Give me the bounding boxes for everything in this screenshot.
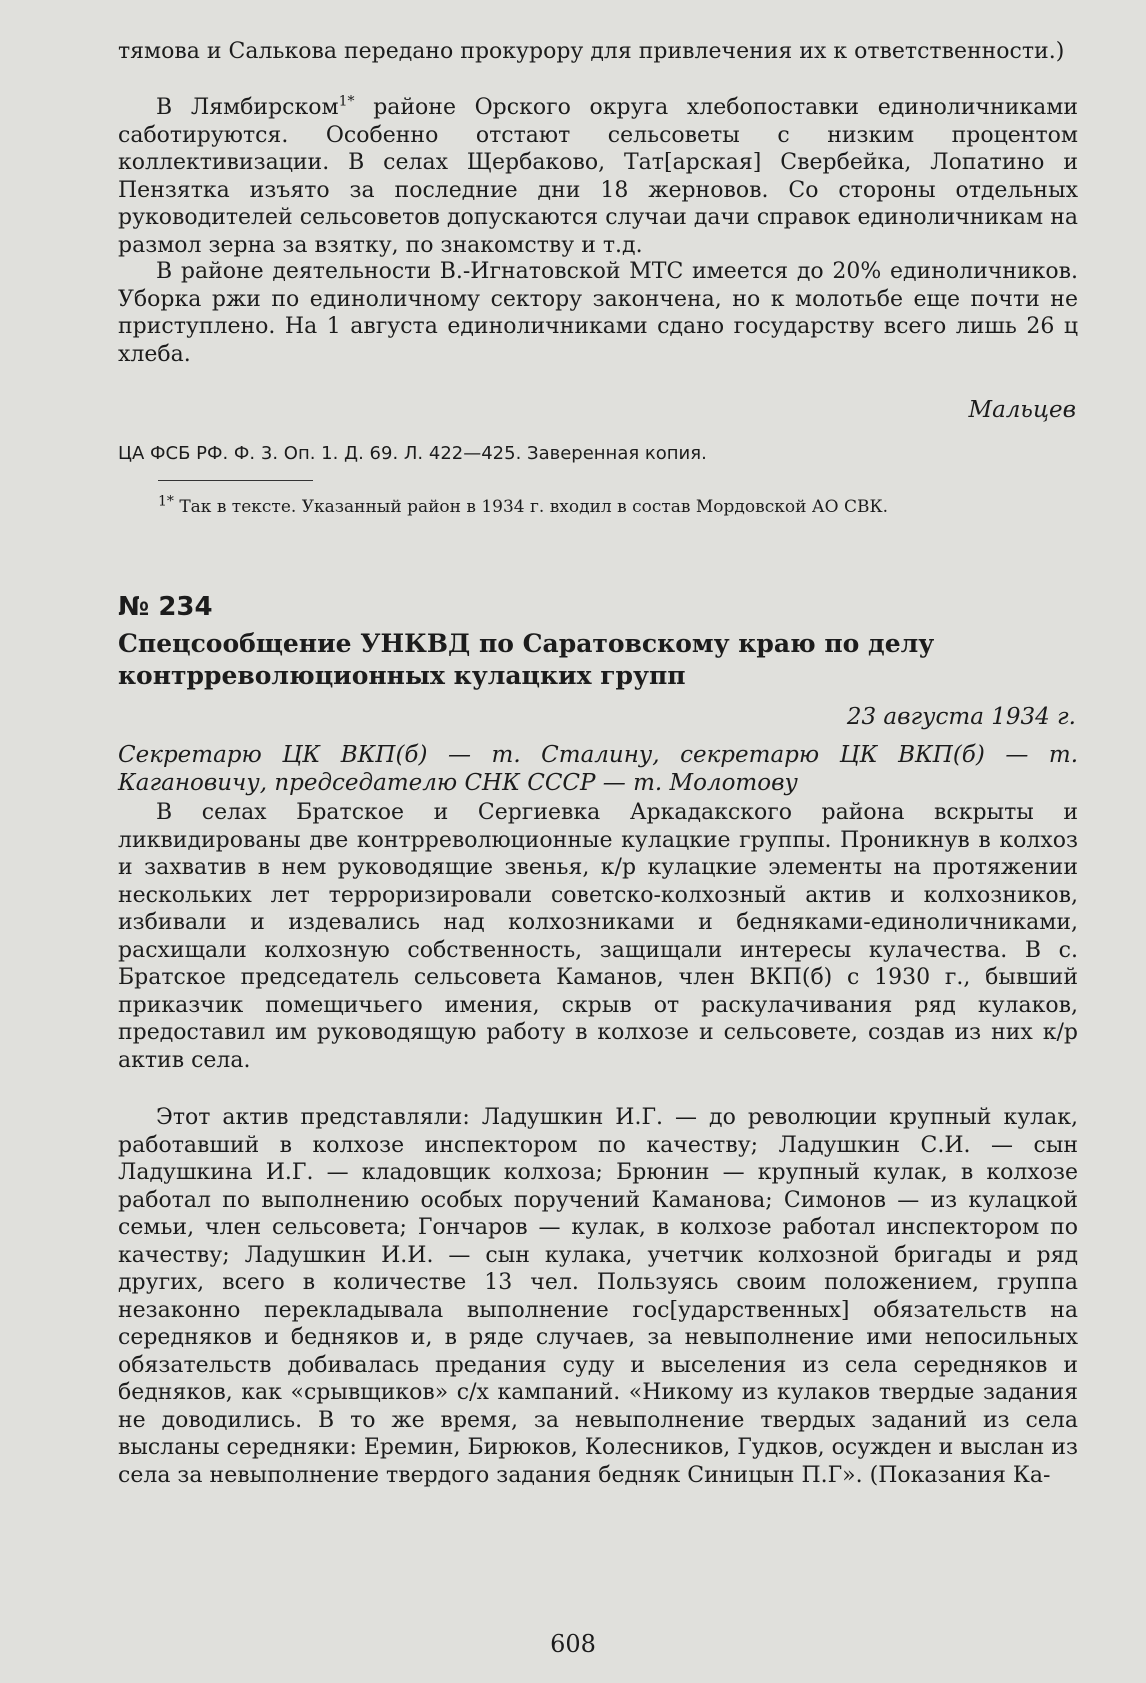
signature: Мальцев xyxy=(968,397,1076,423)
paragraph-text: В Лямбирском xyxy=(156,95,339,120)
document-title: Спецсообщение УНКВД по Саратовскому краю по делу контрреволюционных кулацких групп xyxy=(118,629,935,690)
footnote xyxy=(158,495,1078,520)
footnote-mark: 1* xyxy=(158,493,174,510)
page-number: 608 xyxy=(550,1630,596,1658)
paragraph-lyambirsky xyxy=(118,94,1078,259)
document-date: 23 августа 1934 г. xyxy=(846,704,1076,730)
paragraph-text: районе Орского округа хлебопоставки единоличниками саботируются. Особенно отстают сельсоветы с низким процентом коллективизации. В селах Щербаково, Тат[арская] Свербейка, Лопатино и Пензятка изъято за последние дни 18 жерновов. Со стороны отдельных руководителей сельсоветов допускаются случаи дачи справок единоличникам на размол зерна за взятку, по знакомству и т.д. xyxy=(118,95,1079,258)
paragraph-text: В районе деятельности В.-Игнатовской МТС имеется до 20% единоличников. Уборка ржи по единоличному сектору закончена, но к молотьбе еще почти не приступлено. На 1 августа единоличниками сдано государству всего лишь 26 ц хлеба. xyxy=(118,259,1078,367)
paragraph-activists xyxy=(118,1104,1078,1489)
paragraph-groups xyxy=(118,799,1078,1074)
paragraph-continuation xyxy=(118,38,1078,66)
paragraph-text: тямова и Салькова передано прокурору для привлечения их к ответственности.) xyxy=(118,39,1065,64)
archive-reference: ЦА ФСБ РФ. Ф. 3. Оп. 1. Д. 69. Л. 422—425. Заверенная копия. xyxy=(118,443,707,464)
document-number: № 234 xyxy=(118,592,213,622)
footnote-reference: 1* xyxy=(338,93,355,110)
paragraph-mts xyxy=(118,258,1078,368)
footnote-text: Так в тексте. Указанный район в 1934 г. входил в состав Мордовской АО СВК. xyxy=(173,497,889,517)
paragraph-text: В селах Братское и Сергиевка Аркадакского района вскрыты и ликвидированы две контрреволюционные кулацкие группы. Проникнув в колхоз и захватив в нем руководящие звенья, к/р кулацкие элементы на протяжении нескольких лет терроризировали советско-колхозный актив и колхозников, избивали и издевались над колхозниками и бедняками-единоличниками, расхищали колхозную собственность, защищали интересы кулачества. В с. Братское председатель сельсовета Каманов, член ВКП(б) с 1930 г., бывший приказчик помещичьего имения, скрыв от раскулачивания ряд кулаков, предоставил им руководящую работу в колхозе и сельсовете, создав из них к/р актив села. xyxy=(118,800,1078,1073)
document-addressee: Секретарю ЦК ВКП(б) — т. Сталину, секретарю ЦК ВКП(б) — т. Кагановичу, председателю СНК СССР — т. Молотову xyxy=(118,742,1078,796)
footnote-divider xyxy=(158,480,313,481)
paragraph-text: Этот актив представляли: Ладушкин И.Г. — до революции крупный кулак, работавший в колхозе инспектором по качеству; Ладушкин С.И. — сын Ладушкина И.Г. — кладовщик колхоза; Брюнин — крупный кулак, в колхозе работал по выполнению особых поручений Каманова; Симонов — из кулацкой семьи, член сельсовета; Гончаров — кулак, в колхозе работал инспектором по качеству; Ладушкин И.И. — сын кулака, учетчик колхозной бригады и ряд других, всего в количестве 13 чел. Пользуясь своим положением, группа незаконно перекладывала выполнение гос[ударственных] обязательств на середняков и бедняков и, в ряде случаев, за невыполнение ими непосильных обязательств добивалась предания суду и выселения из села середняков и бедняков, как «срывщиков» с/х кампаний. «Никому из кулаков твердые задания не доводились. В то же время, за невыполнение твердых заданий из села высланы середняки: Еремин, Бирюков, Колесников, Гудков, осужден и выслан из села за невыполнение твердого задания бедняк Синицын П.Г». (Показания Ка- xyxy=(118,1105,1078,1488)
